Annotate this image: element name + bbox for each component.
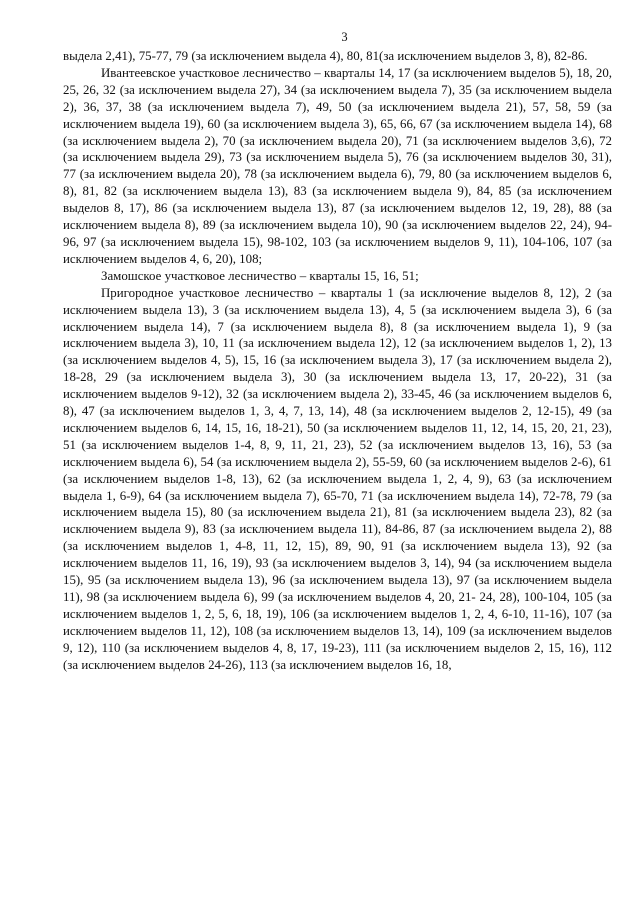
paragraph-continuation: выдела 2,41), 75-77, 79 (за исключением выдела 4), 80, 81(за исключением выделов 3, 8), 82-86. <box>63 49 588 63</box>
paragraph-prigorodnoe: Пригородное участковое лесничество – кварталы 1 (за исключение выделов 8, 12), 2 (за исключением выдела 13), 3 (за исключением выдела 13), 4, 5 (за исключением выдела 3), 6 (за исключением выдела 14), 7 (за исключением выдела 8), 8 (за исключением выдела 1), 9 (за исключением выдела 3), 10, 11 (за исключением выдела 12), 12 (за исключением выделов 1, 2), 13 (за исключением выделов 4, 5), 15, 16 (за исключением выдела 3), 17 (за исключением выдела 2), 18-28, 29 (за исключением выдела 3), 30 (за исключением выдела 13, 17, 20-22), 31 (за исключением выделов 9-12), 32 (за исключением выдела 2), 33-45, 46 (за исключением выделов 6, 8), 47 (за исключением выделов 1, 3, 4, 7, 13, 14), 48 (за исключением выделов 2, 12-15), 49 (за исключением выделов 6, 14, 15, 16, 18-21), 50 (за исключением выделов 11, 12, 14, 15, 20, 21, 23), 51 (за исключением выделов 1-4, 8, 9, 11, 21, 23), 52 (за исключением выделов 13, 16), 53 (за исключением выдела 6), 54 (за исключением выдела 2), 55-59, 60 (за исключением выделов 2-6), 61 (за исключением выделов 1-8, 13), 62 (за исключением выдела 1, 2, 4, 9), 63 (за исключением выдела 1, 6-9), 64 (за исключением выдела 7), 65-70, 71 (за исключением выдела 14), 72-78, 79 (за исключением выдела 15), 80 (за исключением выдела 21), 81 (за исключением выдела 23), 82 (за исключением выдела 9), 83 (за исключением выдела 11), 84-86, 87 (за исключением выдела 2), 88 (за исключением выделов 1, 4-8, 11, 12, 15), 89, 90, 91 (за исключением выдела 13), 92 (за исключением выделов 11, 16, 19), 93 (за исключением выделов 3, 14), 94 (за исключением выдела 15), 95 (за исключением выдела 13), 96 (за исключением выдела 13), 97 (за исключением выдела 11), 98 (за исключением выдела 6), 99 (за исключением выделов 4, 20, 21- 24, 28), 100-104, 105 (за исключением выделов 1, 2, 5, 6, 18, 19), 106 (за исключением выделов 1, 2, 4, 6-10, 11-16), 107 (за исключением выделов 11, 12), 108 (за исключением выделов 13, 14), 109 (за исключением выделов 9, 12), 110 (за исключением выделов 4, 8, 17, 19-23), 111 (за исключением выделов 2, 15, 16), 112 (за исключением выделов 24-26), 113 (за исключением выделов 16, 18, <box>63 285 612 672</box>
paragraph-zamoshskoe: Замошское участковое лесничество – кварталы 15, 16, 51; <box>101 268 419 283</box>
page-number: 3 <box>341 30 348 44</box>
paragraph-ivanteevskoe: Ивантеевское участковое лесничество – кварталы 14, 17 (за исключением выделов 5), 18, 20, 25, 26, 32 (за исключением выдела 27), 34 (за исключением выдела 7), 35 (за исключением выдела 2), 36, 37, 38 (за исключением выдела 7), 49, 50 (за исключением выдела 21), 57, 58, 59 (за исключением выдела 19), 60 (за исключением выдела 3), 65, 66, 67 (за исключением выдела 14), 68 (за исключением выдела 2), 70 (за исключением выдела 20), 71 (за исключением выделов 3,6), 72 (за исключением выдела 29), 73 (за исключением выдела 5), 76 (за исключением выделов 30, 31), 77 (за исключением выдела 20), 78 (за исключением выдела 6), 79, 80 (за исключением выделов 6, 8), 81, 82 (за исключением выдела 13), 83 (за исключением выдела 9), 84, 85 (за исключением выделов 8, 17), 86 (за исключением выдела 13), 87 (за исключением выделов 12, 19, 28), 88 (за исключением выдела 8), 89 (за исключением выдела 10), 90 (за исключением выделов 22, 24), 94-96, 97 (за исключением выдела 15), 98-102, 103 (за исключением выделов 9, 11), 104-106, 107 (за исключением выделов 4, 6, 20), 108; <box>63 65 612 266</box>
